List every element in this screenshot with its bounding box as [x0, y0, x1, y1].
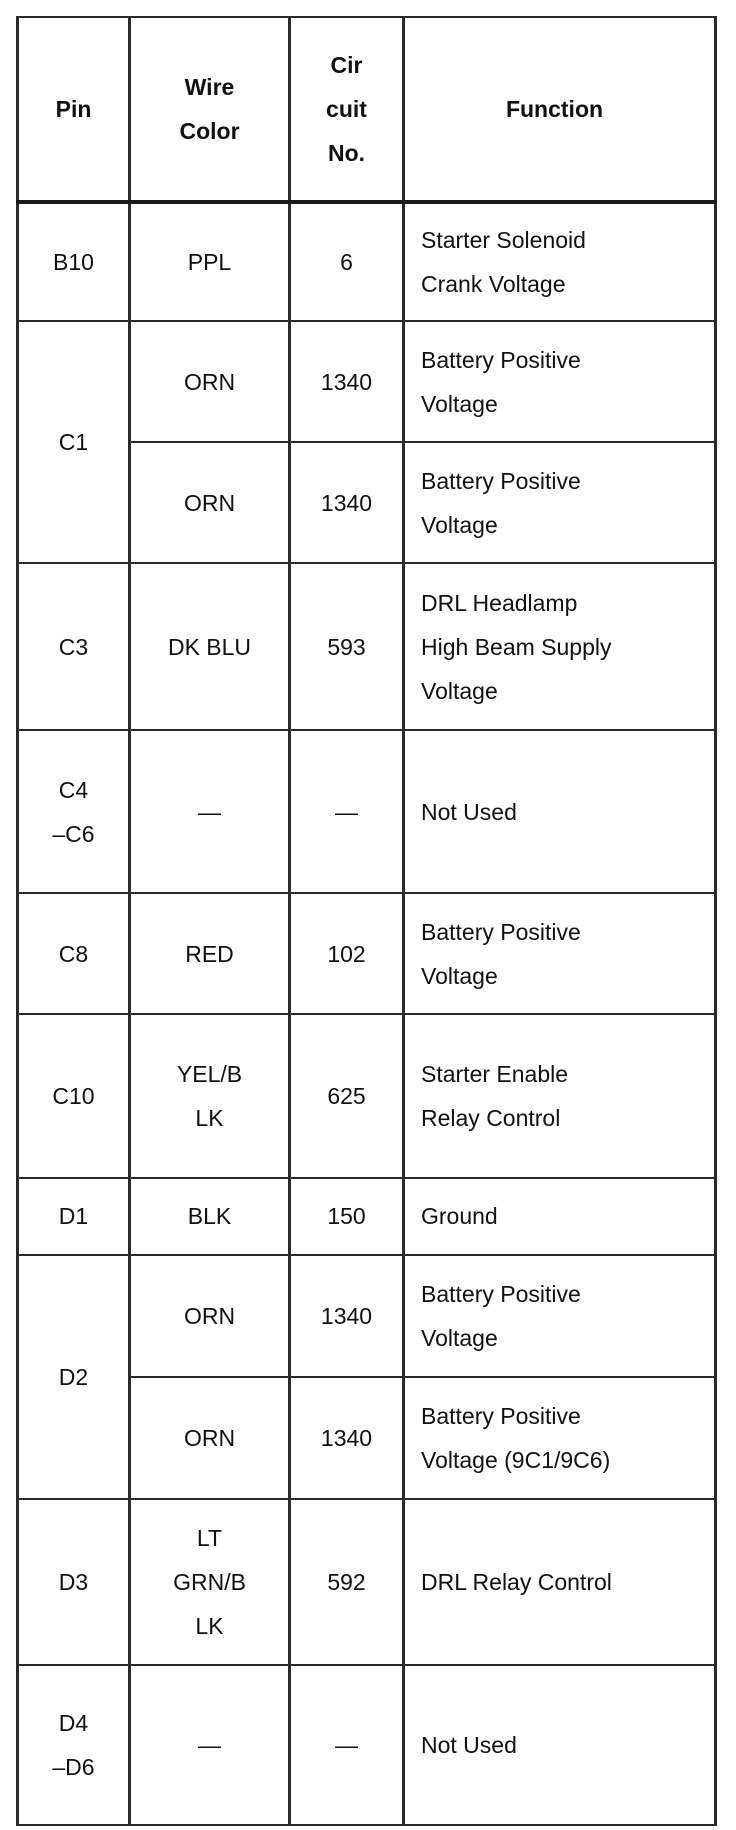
wire-color-cell: ORN: [130, 442, 290, 563]
header-function: Function: [404, 17, 716, 202]
wire-color-cell: ORN: [130, 321, 290, 442]
table-row: [18, 1499, 716, 1666]
wire-color-cell: RED: [130, 893, 290, 1014]
pin-cell: D2: [18, 1255, 130, 1499]
circuit-number-cell: 102: [290, 893, 404, 1014]
wire-color-cell: LT GRN/B LK: [130, 1499, 290, 1666]
table-row: [18, 1255, 716, 1377]
table-row: [18, 1665, 716, 1825]
pin-cell: D4 –D6: [18, 1665, 130, 1825]
function-cell: DRL Relay Control: [404, 1499, 716, 1666]
function-cell: Battery Positive Voltage: [404, 893, 716, 1014]
function-cell: Starter Solenoid Crank Voltage: [404, 202, 716, 321]
circuit-number-cell: 1340: [290, 1377, 404, 1499]
circuit-number-cell: 625: [290, 1014, 404, 1178]
circuit-number-cell: 6: [290, 202, 404, 321]
table-row: [18, 202, 716, 321]
circuit-number-cell: —: [290, 730, 404, 894]
pinout-table: [16, 16, 717, 1826]
circuit-number-cell: 593: [290, 563, 404, 730]
header-wire-color: Wire Color: [130, 17, 290, 202]
wire-color-cell: BLK: [130, 1178, 290, 1255]
wire-color-cell: —: [130, 1665, 290, 1825]
function-cell: Battery Positive Voltage: [404, 321, 716, 442]
pin-cell: D3: [18, 1499, 130, 1666]
function-cell: Not Used: [404, 1665, 716, 1825]
wire-color-cell: —: [130, 730, 290, 894]
function-cell: DRL Headlamp High Beam Supply Voltage: [404, 563, 716, 730]
table-row: [18, 1178, 716, 1255]
header-row: [18, 17, 716, 202]
pin-cell: C4 –C6: [18, 730, 130, 894]
circuit-number-cell: 1340: [290, 1255, 404, 1377]
wire-color-cell: DK BLU: [130, 563, 290, 730]
wire-color-cell: PPL: [130, 202, 290, 321]
wire-color-cell: YEL/B LK: [130, 1014, 290, 1178]
function-cell: Battery Positive Voltage (9C1/9C6): [404, 1377, 716, 1499]
pin-cell: D1: [18, 1178, 130, 1255]
wire-color-cell: ORN: [130, 1255, 290, 1377]
function-cell: Battery Positive Voltage: [404, 1255, 716, 1377]
table-row: [18, 730, 716, 894]
pin-cell: C3: [18, 563, 130, 730]
pin-cell: C10: [18, 1014, 130, 1178]
pin-cell: B10: [18, 202, 130, 321]
table-row: [18, 321, 716, 442]
function-cell: Starter Enable Relay Control: [404, 1014, 716, 1178]
wire-color-cell: ORN: [130, 1377, 290, 1499]
table-row: [18, 893, 716, 1014]
function-cell: Not Used: [404, 730, 716, 894]
table-row: [18, 1014, 716, 1178]
table-row: [18, 563, 716, 730]
circuit-number-cell: 1340: [290, 321, 404, 442]
circuit-number-cell: 592: [290, 1499, 404, 1666]
circuit-number-cell: 1340: [290, 442, 404, 563]
header-circuit-no: Cir cuit No.: [290, 17, 404, 202]
connector-pinout-sheet: [16, 16, 714, 1826]
pin-cell: C8: [18, 893, 130, 1014]
circuit-number-cell: —: [290, 1665, 404, 1825]
circuit-number-cell: 150: [290, 1178, 404, 1255]
header-pin: Pin: [18, 17, 130, 202]
function-cell: Battery Positive Voltage: [404, 442, 716, 563]
function-cell: Ground: [404, 1178, 716, 1255]
pin-cell: C1: [18, 321, 130, 563]
